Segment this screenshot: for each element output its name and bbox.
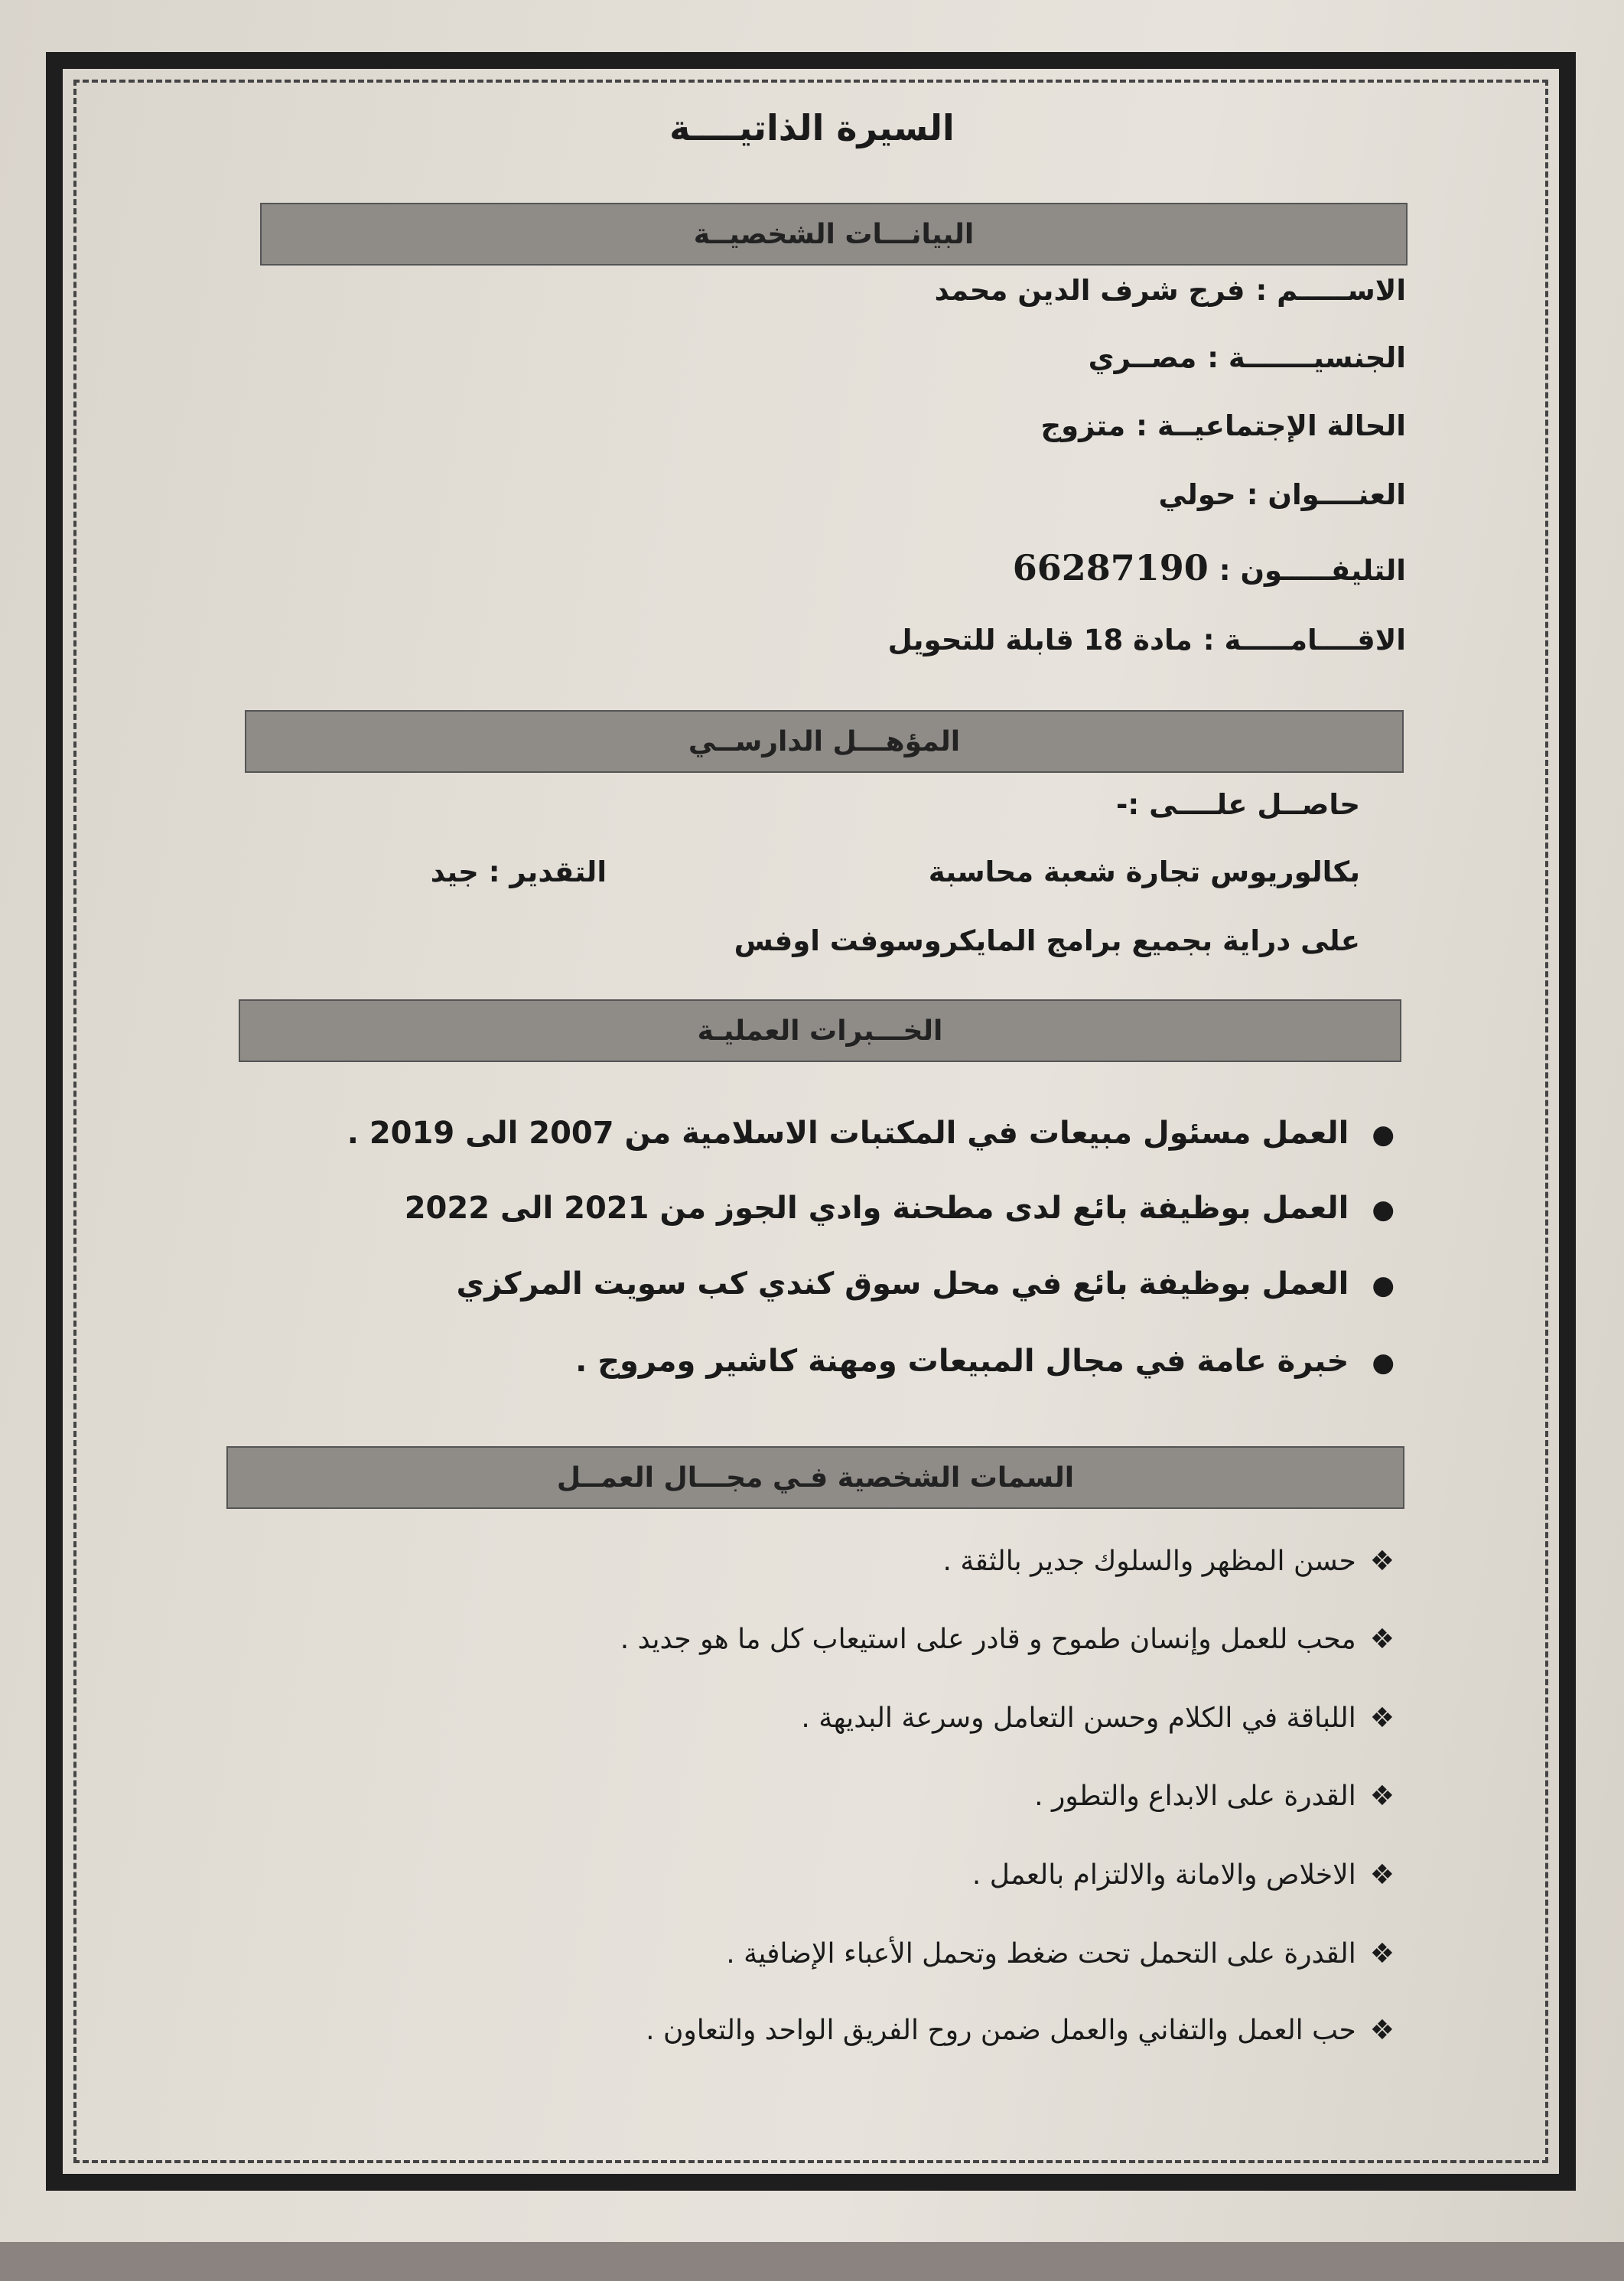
diamond-ornament-icon: ❖ (1369, 1546, 1395, 1577)
bullet-icon: ● (1372, 1119, 1395, 1150)
phone-label: التليفـــــون : (1219, 554, 1406, 587)
trait-item (942, 1546, 1395, 1577)
trait-text: القدرة على الابداع والتطور . (1034, 1781, 1356, 1812)
trait-text: اللباقة في الكلام وحسن التعامل وسرعة البديهة . (801, 1703, 1356, 1734)
diamond-ornament-icon: ❖ (1369, 1781, 1395, 1812)
name-label: الاســـــم : (1255, 274, 1406, 307)
experience-item (347, 1116, 1395, 1151)
nationality-value: مصــري (1088, 341, 1197, 374)
section-header-experience-label: الخـــبرات العمليـة (697, 1015, 943, 1047)
trait-text: الاخلاص والامانة والالتزام بالعمل . (971, 1859, 1356, 1891)
diamond-ornament-icon: ❖ (1369, 1859, 1395, 1891)
trait-item (646, 2015, 1395, 2046)
bullet-icon: ● (1372, 1270, 1395, 1301)
nationality-label: الجنسيـــــــة : (1207, 341, 1406, 374)
trait-item (801, 1703, 1395, 1734)
section-header-traits-label: السمات الشخصية فـي مجـــال العمــل (556, 1461, 1075, 1494)
experience-item (457, 1266, 1395, 1302)
experience-text: العمل بوظيفة بائع لدى مطحنة وادي الجوز من 2021 الى 2022 (404, 1191, 1349, 1226)
experience-item (575, 1344, 1395, 1379)
education-obtained: حاصــل علــــى :- (1116, 788, 1360, 821)
experience-text: العمل بوظيفة بائع في محل سوق كندي كب سويت المركزي (456, 1266, 1349, 1302)
experience-item (405, 1191, 1395, 1226)
diamond-ornament-icon: ❖ (1369, 2015, 1395, 2046)
name-field (935, 274, 1406, 307)
diamond-ornament-icon: ❖ (1369, 1624, 1395, 1655)
section-header-traits (226, 1446, 1404, 1509)
trait-item (972, 1859, 1395, 1891)
marital-status-value: متزوج (1040, 409, 1126, 442)
experience-text: خبرة عامة في مجال المبيعات ومهنة كاشير ومروج . (575, 1344, 1349, 1379)
experience-text: العمل مسئول مبيعات في المكتبات الاسلامية من 2007 الى 2019 . (347, 1116, 1349, 1151)
marital-status-field (1040, 409, 1406, 442)
marital-status-label: الحالة الإجتماعيــة : (1136, 409, 1406, 442)
trait-text: القدرة على التحمل تحت ضغط وتحمل الأعباء الإضافية . (726, 1938, 1356, 1970)
bullet-icon: ● (1372, 1347, 1395, 1378)
page-title: السيرة الذاتيــــة (669, 107, 955, 148)
section-header-experience (239, 999, 1401, 1062)
address-label: العنــــوان : (1246, 478, 1406, 511)
trait-text: حسن المظهر والسلوك جدير بالثقة . (942, 1546, 1356, 1577)
background-surface (0, 2242, 1624, 2281)
education-skills: على دراية بجميع برامج المايكروسوفت اوفس (734, 924, 1360, 957)
address-field (1159, 478, 1407, 511)
section-header-personal-label: البيانـــات الشخصيــة (693, 218, 975, 250)
nationality-field (1089, 341, 1406, 374)
diamond-ornament-icon: ❖ (1369, 1703, 1395, 1734)
residence-value: مادة 18 قابلة للتحويل (887, 624, 1193, 657)
bullet-icon: ● (1372, 1194, 1395, 1225)
section-header-education (245, 710, 1404, 773)
trait-item (726, 1938, 1395, 1970)
education-grade: التقدير : جيد (430, 855, 607, 888)
trait-item (1034, 1781, 1395, 1812)
residence-label: الاقــــامـــــة : (1203, 624, 1406, 657)
diamond-ornament-icon: ❖ (1369, 1938, 1395, 1970)
name-value: فرج شرف الدين محمد (934, 274, 1245, 307)
trait-text: حب العمل والتفاني والعمل ضمن روح الفريق الواحد والتعاون . (646, 2015, 1356, 2046)
phone-value: 66287190 (1012, 547, 1209, 588)
phone-field (1013, 547, 1406, 588)
section-header-education-label: المؤهـــل الدارســي (688, 725, 961, 758)
trait-item (620, 1624, 1395, 1655)
section-header-personal (260, 203, 1408, 266)
education-degree: بكالوريوس تجارة شعبة محاسبة (928, 855, 1360, 888)
address-value: حولي (1158, 478, 1236, 511)
residence-field (888, 624, 1406, 657)
trait-text: محب للعمل وإنسان طموح و قادر على استيعاب كل ما هو جديد . (620, 1624, 1356, 1655)
